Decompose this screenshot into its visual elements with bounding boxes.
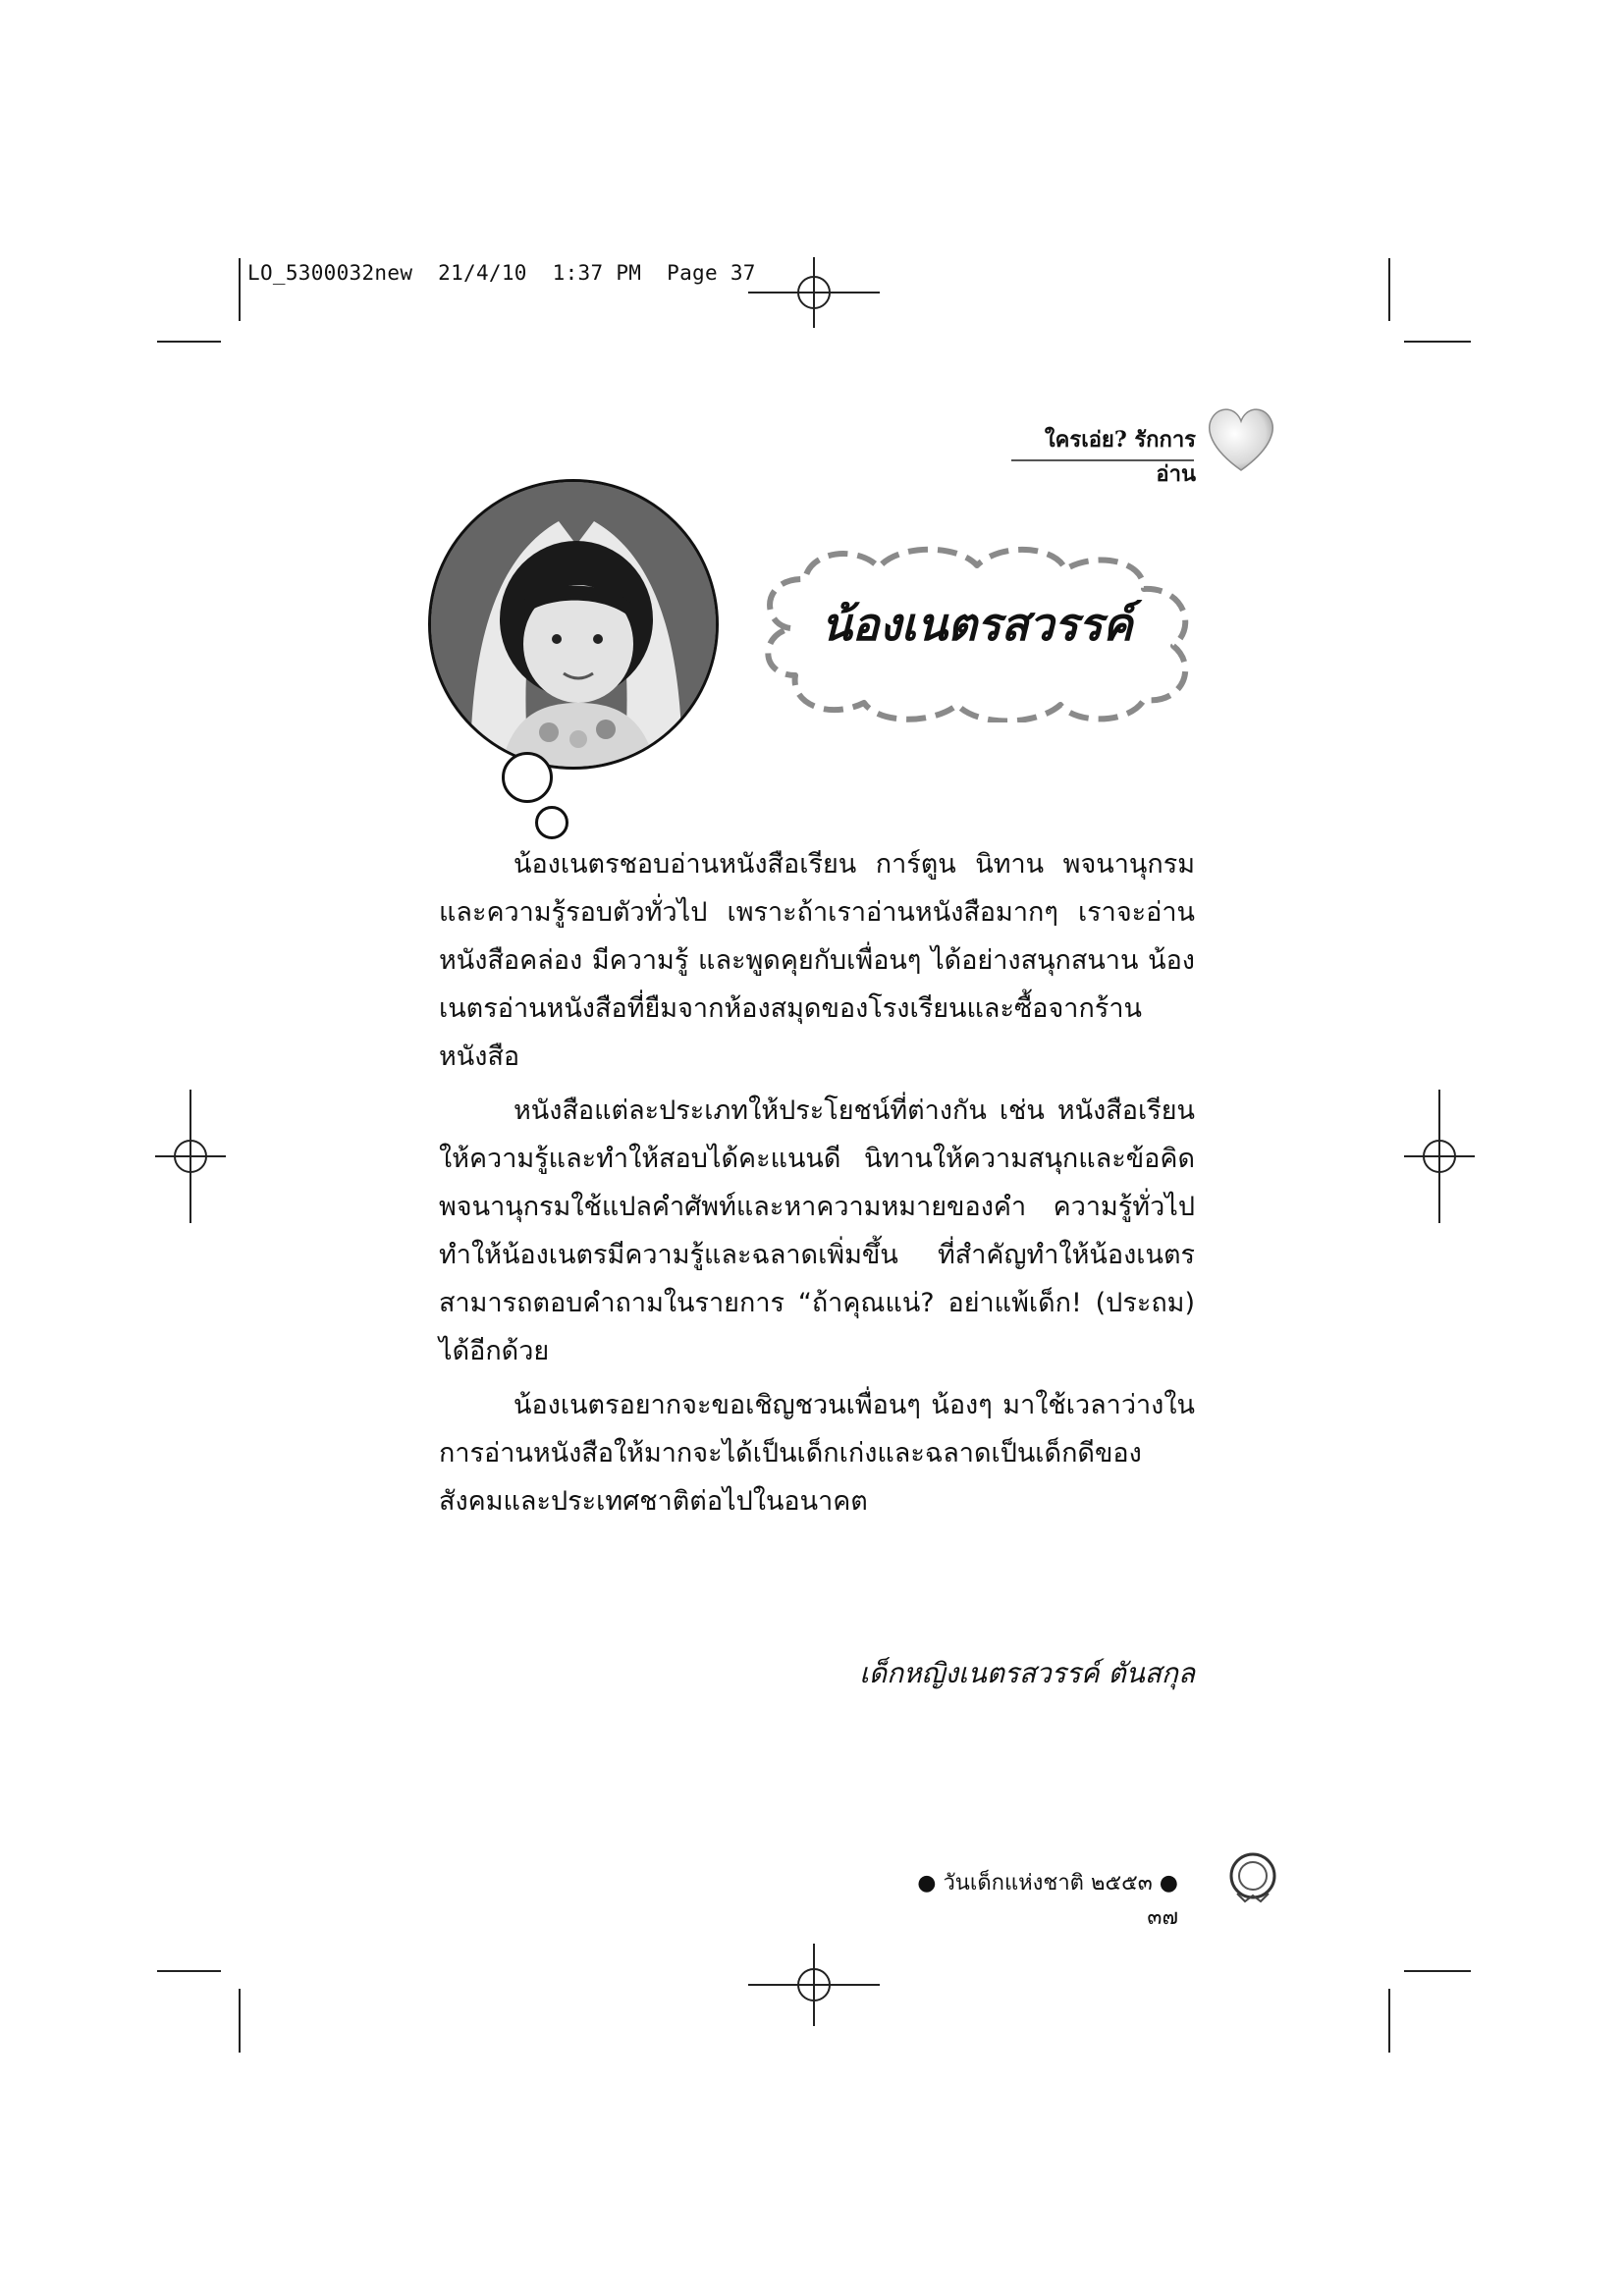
article-body xyxy=(439,840,1195,1531)
registration-target-icon xyxy=(748,1944,880,2026)
registration-target-icon xyxy=(155,1090,226,1223)
crop-mark xyxy=(157,341,221,343)
medal-icon xyxy=(1225,1850,1280,1905)
crop-mark xyxy=(239,258,241,321)
crop-mark xyxy=(157,1970,221,1972)
crop-mark xyxy=(1404,341,1471,343)
author-signature: เด็กหญิงเนตรสวรรค์ ตันสกุล xyxy=(859,1657,1195,1689)
printer-slug: LO_5300032new 21/4/10 1:37 PM Page 37 xyxy=(247,261,756,285)
running-head-title: ใครเอ่ย? รักการอ่าน xyxy=(1044,427,1196,487)
crop-mark xyxy=(239,1989,241,2053)
crop-mark xyxy=(1388,1989,1390,2053)
thought-bubble-large xyxy=(502,752,553,803)
portrait-photo xyxy=(428,479,719,770)
paragraph: น้องเนตรอยากจะขอเชิญชวนเพื่อนๆ น้องๆ มาใช้เวลาว่างในการอ่านหนังสือให้มากจะได้เป็นเด็กเก่งและฉลาดเป็นเด็กดีของสังคมและประเทศชาติต่อไปในอนาคต xyxy=(439,1390,1195,1517)
feature-name-title: น้องเนตรสวรรค์ xyxy=(821,598,1133,651)
page-footer: ● วันเด็กแห่งชาติ ๒๕๕๓ ● ๓๗ xyxy=(917,1871,1178,1930)
paragraph: หนังสือแต่ละประเภทให้ประโยชน์ที่ต่างกัน เช่น หนังสือเรียนให้ความรู้และทำให้สอบได้คะแนนดี นิทานให้ความสนุกและข้อคิด พจนานุกรมใช้แปลคำศัพท์และหาความหมายของคำ ความรู้ทั่วไปทำให้น้องเนตรมีความรู้และฉลาดเพิ่มขึ้น ที่สำคัญทำให้น้องเนตรสามารถตอบคำถามในรายการ “ถ้าคุณแน่? อย่าแพ้เด็ก! (ประถม) ได้อีกด้วย xyxy=(439,1095,1195,1366)
registration-target-icon xyxy=(1404,1090,1475,1223)
paragraph: น้องเนตรชอบอ่านหนังสือเรียน การ์ตูน นิทาน พจนานุกรม และความรู้รอบตัวทั่วไป เพราะถ้าเราอ่านหนังสือมากๆ เราจะอ่านหนังสือคล่อง มีความรู้ และพูดคุยกับเพื่อนๆ ได้อย่างสนุกสนาน น้องเนตรอ่านหนังสือที่ยืมจากห้องสมุดของโรงเรียนและซื้อจากร้านหนังสือ xyxy=(439,849,1195,1072)
crop-mark xyxy=(1404,1970,1471,1972)
registration-target-icon xyxy=(748,257,880,328)
running-head-rule xyxy=(1011,459,1194,461)
crop-mark xyxy=(1388,258,1390,321)
heart-icon xyxy=(1203,400,1279,476)
thought-bubble-small xyxy=(535,806,568,839)
child-portrait-image xyxy=(431,482,719,770)
